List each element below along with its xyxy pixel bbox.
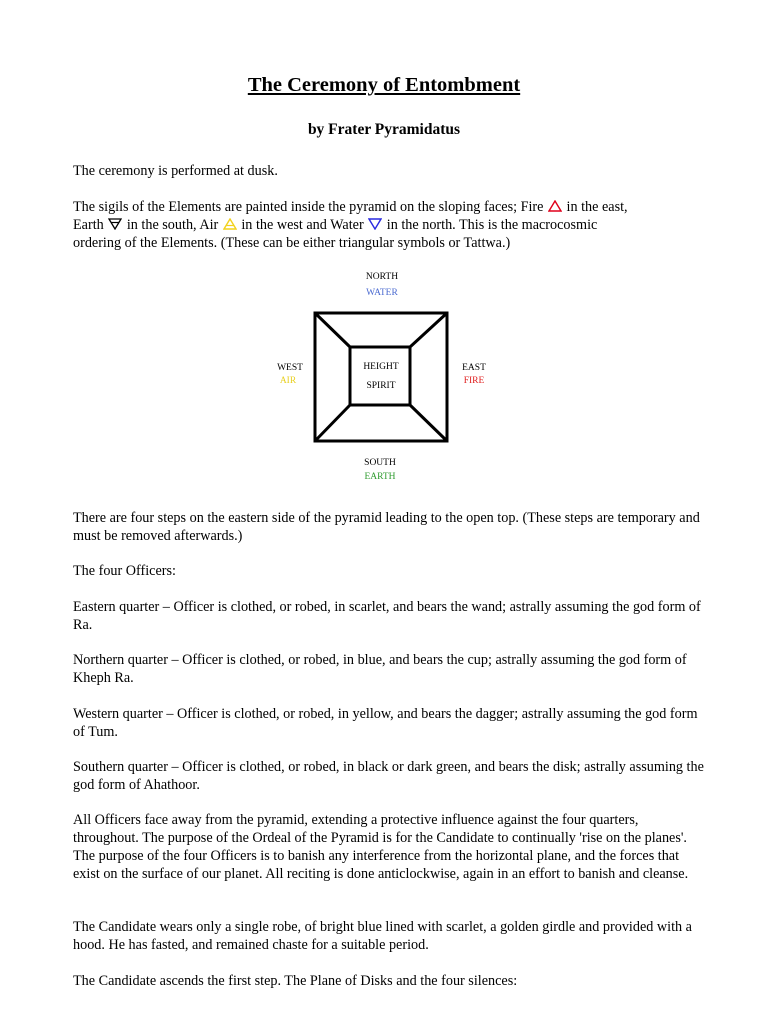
inner-square: [350, 347, 410, 405]
paragraph-northern-quarter: Northern quarter – Officer is clothed, or robed, in blue, and bears the cup; astrally assuming the god form of Kheph Ra.: [73, 652, 687, 686]
paragraph-steps: There are four steps on the eastern side of the pyramid leading to the open top. (These steps are temporary and must be removed afterwards.): [73, 510, 700, 544]
paragraph-first-step: The Candidate ascends the first step. The Plane of Disks and the four silences:: [73, 973, 518, 989]
paragraph-sigils: The sigils of the Elements are painted inside the pyramid on the sloping faces; Fire in the east, Earth in the south, Air in the west and Water in the north. This is the macrocosmic ordering of the Elements. (These can be either triangular symbols or Tattwa.): [73, 199, 628, 251]
paragraph-four-officers: The four Officers:: [73, 563, 176, 579]
diagonal-sw: [315, 405, 350, 441]
east-label: EAST: [462, 363, 486, 373]
paragraph-officers-purpose: All Officers face away from the pyramid, extending a protective influence against the four quarters, throughout. The purpose of the Ordeal of the Pyramid is for the Candidate to continually 'rise on the planes'. The purpose of the four Officers is to banish any interference from the horizontal plane, and the forces that exist on the surface of our planet. All reciting is done anticlockwise, again in an effort to banish and cleanse.: [73, 812, 689, 882]
paragraph-dusk: The ceremony is performed at dusk.: [73, 163, 278, 179]
document-author: by Frater Pyramidatus: [307, 121, 461, 138]
paragraph-candidate-robe: The Candidate wears only a single robe, of bright blue lined with scarlet, a golden girdle and provided with a hood. He has fasted, and remained chaste for a suitable period.: [73, 919, 692, 953]
paragraph-western-quarter: Western quarter – Officer is clothed, or robed, in yellow, and bears the dagger; astrally assuming the god form of Tum.: [73, 706, 698, 740]
earth-triangle-icon: [108, 218, 122, 230]
fire-triangle-icon: [548, 200, 562, 212]
diagonal-se: [410, 405, 447, 441]
water-triangle-icon: [368, 218, 382, 230]
west-element-label: AIR: [279, 376, 297, 386]
diagonal-nw: [315, 313, 350, 347]
document-title: The Ceremony of Entombment: [247, 74, 521, 96]
north-label: NORTH: [365, 272, 399, 282]
west-label: WEST: [277, 363, 303, 373]
south-label: SOUTH: [364, 458, 396, 468]
north-element-label: WATER: [366, 288, 398, 298]
south-element-label: EARTH: [364, 472, 396, 482]
diagonal-ne: [410, 313, 447, 347]
center-spirit-label: SPIRIT: [366, 381, 396, 391]
center-height-label: HEIGHT: [363, 362, 399, 372]
paragraph-eastern-quarter: Eastern quarter – Officer is clothed, or robed, in scarlet, and bears the wand; astrally assuming the god form of Ra.: [73, 599, 701, 633]
air-triangle-icon: [223, 218, 237, 230]
east-element-label: FIRE: [463, 376, 485, 386]
paragraph-southern-quarter: Southern quarter – Officer is clothed, or robed, in black or dark green, and bears the disk; astrally assuming the god form of Ahathoor.: [73, 759, 704, 793]
pyramid-square-svg: [313, 311, 449, 443]
